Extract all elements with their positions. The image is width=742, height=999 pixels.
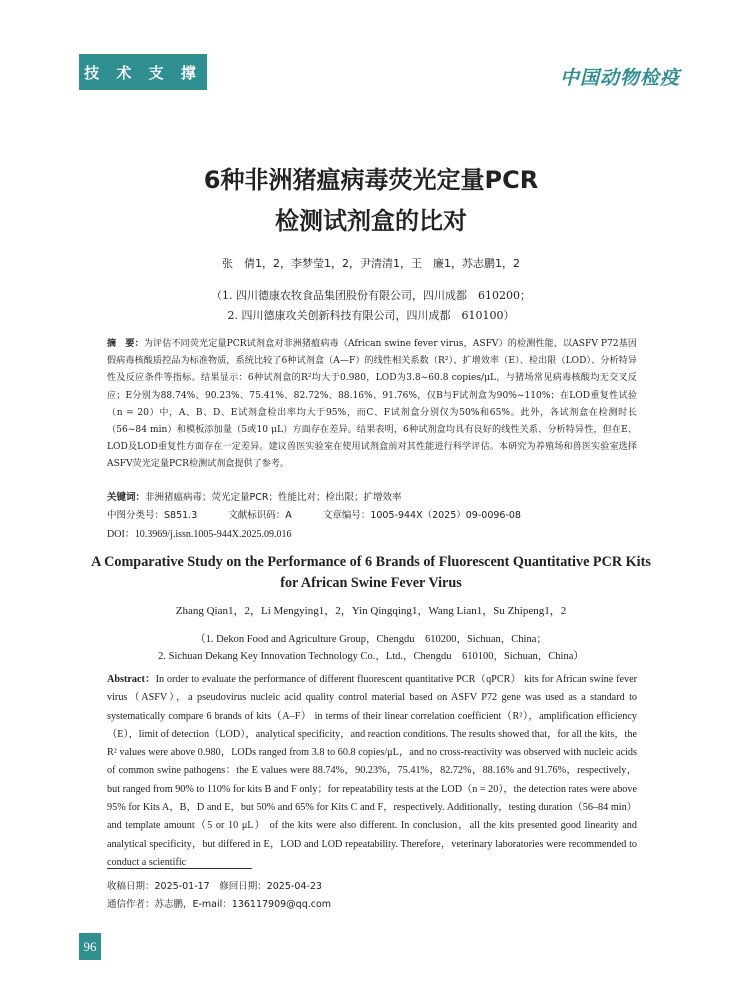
journal-logo: 中国动物检疫 — [560, 67, 681, 89]
abstract-cn-label: 摘 要： — [107, 339, 144, 349]
doi: DOI：10.3969/j.issn.1005-944X.2025.09.016 — [107, 529, 292, 540]
article-no-value: 1005-944X（2025）09-0096-08 — [370, 510, 521, 521]
footnote-dates: 收稿日期：2025-01-17 修回日期：2025-04-23 — [107, 881, 322, 892]
article-no-label: 文章编号： — [322, 510, 371, 521]
affiliation-en-1: （1. Dekon Food and Agriculture Group，Chengdu 610200，Sichuan，China； — [195, 634, 547, 645]
page-number: 96 — [79, 933, 101, 960]
title-cn-line1: 6种非洲猪瘟病毒荧光定量PCR — [203, 166, 539, 194]
authors-en: Zhang Qian1，2，Li Mengying1，2，Yin Qingqing1，Wang Lian1，Su Zhipeng1，2 — [175, 605, 567, 617]
abstract-en-label: Abstract： — [107, 674, 156, 685]
abstract-en — [107, 671, 637, 872]
keywords-text: 非洲猪瘟病毒；荧光定量PCR；性能比对；检出限；扩增效率 — [145, 492, 402, 503]
doc-code-label: 文献标识码： — [228, 510, 286, 521]
footnote-divider — [107, 868, 252, 869]
classification — [107, 507, 637, 521]
section-tag: 技 术 支 撑 — [79, 54, 207, 90]
footnote-corresponding: 通信作者：苏志鹏，E-mail：136117909@qq.com — [107, 899, 332, 910]
keywords-label: 关键词： — [107, 492, 146, 503]
abstract-cn-text: 为评估不同荧光定量PCR试剂盒对非洲猪瘟病毒（African swine fever virus，ASFV）的检测性能，以ASFV P72基因假病毒核酸质控品为标准物质，系统比较了6种试剂盒（A—F）的线性相关系数（R²）、扩增效率（E）、检出限（LOD）、分析特异性及反应条件等指标。结果显示：6种试剂盒的R²均大于0.980，LOD为3.8~60.8 copies/μL，与猪场常见病毒核酸均无交叉反应；E分别为88.74%、90.23%、75.41%、82.72%、88.16%、91.76%，仅B与F试剂盒为90%~110%；在LOD重复性试验（n = 20）中，A、B、D、E试剂盒检出率均大于95%，而C、F试剂盒分别仅为50%和65%。此外，各试剂盒在检测时长（56~84 min）和模板添加量（5或10 μL）方面存在差异。结果表明，6种试剂盒均具有良好的线性关系、分析特异性，但在E、LOD及LOD重复性方面存在一定差异。建议兽医实验室在使用试剂盒前对其性能进行科学评估。本研究为养殖场和兽医实验室选择ASFV荧光定量PCR检测试剂盒提供了参考。 — [107, 339, 637, 470]
affiliation-en-2: 2. Sichuan Dekang Key Innovation Technology Co.，Ltd.，Chengdu 610100，Sichuan，China） — [158, 651, 584, 662]
clc-value: S851.3 — [164, 510, 198, 521]
title-cn-line2: 检测试剂盒的比对 — [275, 207, 467, 235]
keywords — [107, 489, 637, 503]
abstract-cn — [107, 336, 637, 474]
doc-code-value: A — [285, 510, 292, 521]
authors-cn: 张 倩1，2，李梦莹1，2，尹清清1，王 廉1，苏志鹏1，2 — [222, 257, 520, 270]
title-en: A Comparative Study on the Performance of 6 Brands of Fluorescent Quantitative PCR Kits for African Swine Fever Virus — [91, 554, 651, 591]
affiliation-cn-1: （1. 四川德康农牧食品集团股份有限公司，四川成都 610200； — [211, 289, 531, 302]
abstract-en-text: In order to evaluate the performance of different fluorescent quantitative PCR（qPCR） kits for African swine fever virus（ASFV），a pseudovirus nucleic acid quality control material based on ASFV P72 gene was used as a standard to systematically compare 6 brands of kits（A–F） in terms of their linear correlation coefficient（R²），amplification efficiency（E），limit of detection（LOD），analytical specificity，and reaction conditions. The results showed that，for all the kits，the R² values were above 0.980，LODs ranged from 3.8 to 60.8 copies/μL，and no cross-reactivity was observed with nucleic acids of common swine pathogens：the E values were 88.74%，90.23%，75.41%，82.72%，88.16% and 91.76%，respectively，but ranged from 90% to 110% for kits B and F only；for repeatability tests at the LOD（n = 20），the detection rates were above 95% for Kits A，B，D and E，but 50% and 65% for Kits C and F，respectively. Additionally，testing duration（56–84 min）and template amount（5 or 10 μL） of the kits were also different. In conclusion，all the kits presented good linearity and analytical specificity，but differed in E，LOD and LOD repeatability. Therefore，veterinary laboratories were recommended to conduct a scientific — [107, 674, 637, 868]
affiliation-cn-2: 2. 四川德康攻关创新科技有限公司，四川成都 610100） — [227, 309, 515, 322]
clc-label: 中图分类号： — [107, 510, 165, 521]
